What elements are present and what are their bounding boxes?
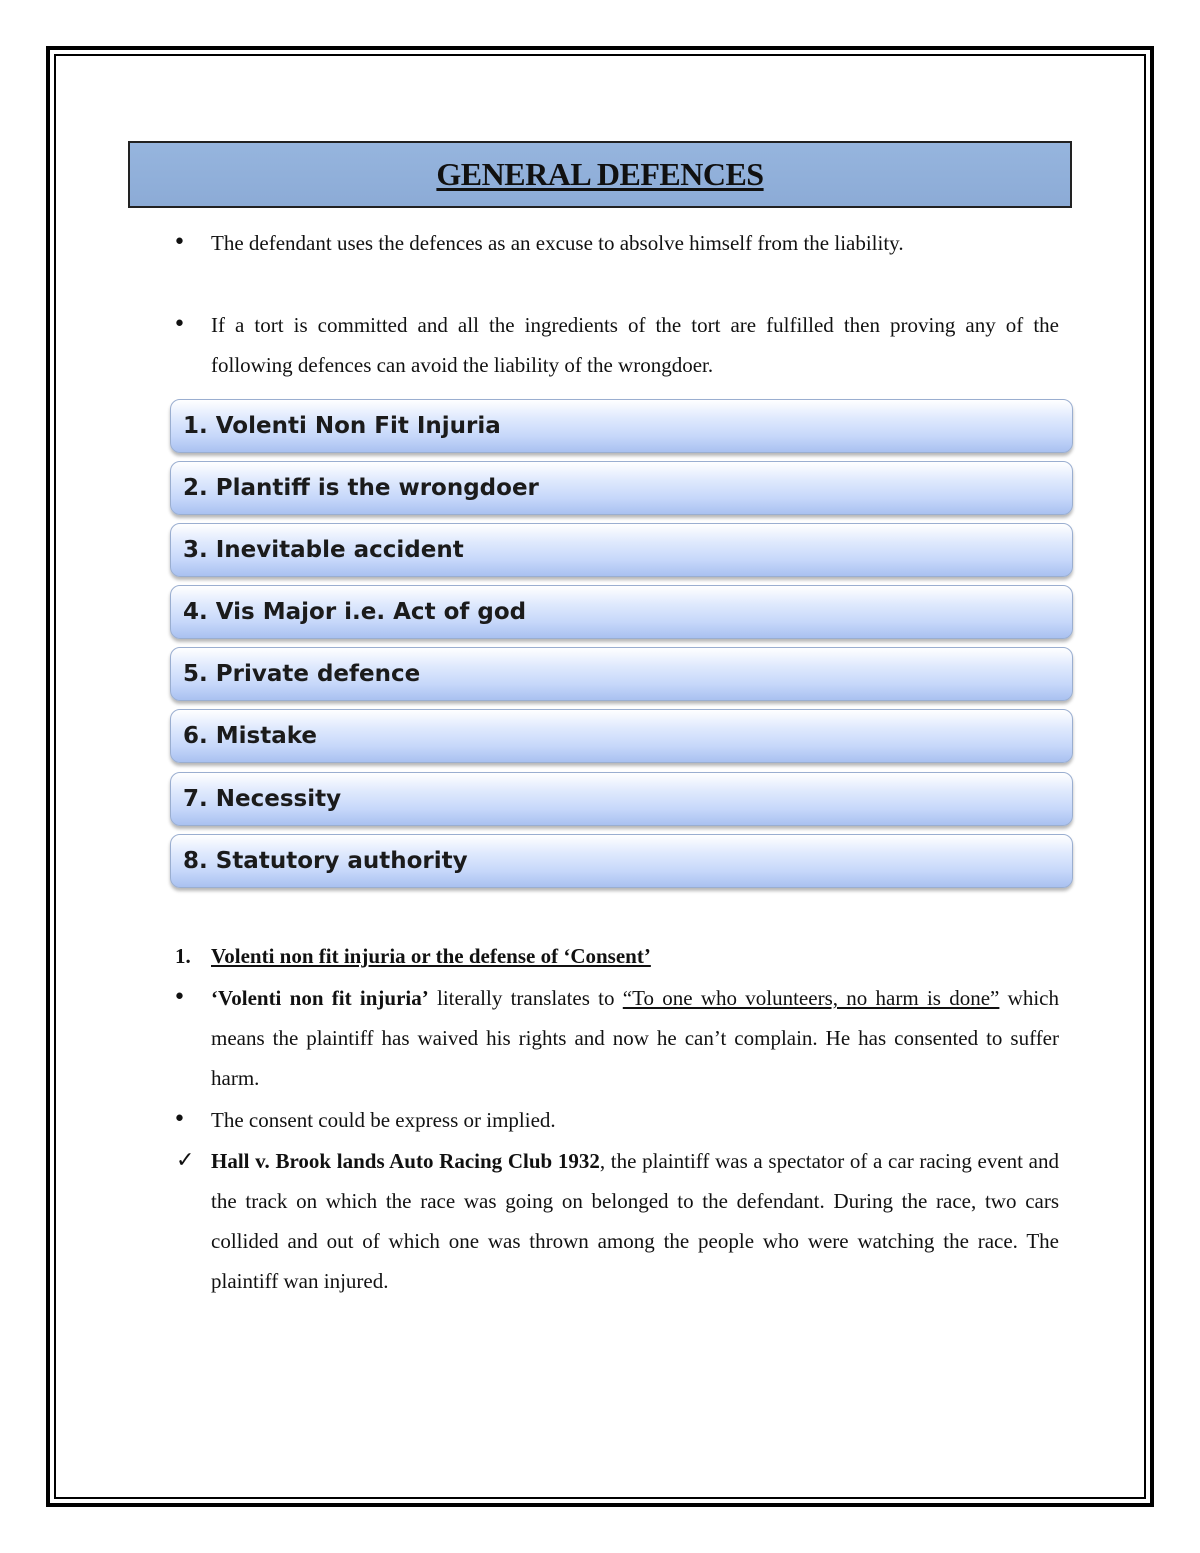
title-banner [128, 141, 1072, 208]
volenti-term: ‘Volenti non fit injuria’ [211, 986, 429, 1010]
check-mark-icon: ✓ [176, 1148, 195, 1173]
volenti-definition [211, 978, 1059, 1098]
volenti-text-b: which means the plaintiff has waived his rights and now he can’t complain. He has consented to suffer harm. [211, 986, 1059, 1090]
section-number: 1. [175, 944, 191, 968]
defence-item-4: 4. Vis Major i.e. Act of god [170, 585, 1073, 639]
page-title: GENERAL DEFENCES [436, 156, 764, 192]
defence-item-2: 2. Plantiff is the wrongdoer [170, 461, 1073, 515]
volenti-text-a: literally translates to [428, 986, 623, 1010]
intro-bullet-2: If a tort is committed and all the ingredients of the tort are fulfilled then proving any of the following defences can avoid the liability of the wrongdoer. [211, 313, 1059, 377]
section-heading: Volenti non fit injuria or the defense of ‘Consent’ [211, 944, 651, 968]
volenti-quote: “To one who volunteers, no harm is done” [622, 986, 1000, 1010]
defence-item-6: 6. Mistake [170, 709, 1073, 763]
defence-item-3: 3. Inevitable accident [170, 523, 1073, 577]
case-paragraph [211, 1141, 1059, 1301]
bullet-dot-icon: • [173, 230, 186, 255]
defence-item-7: 7. Necessity [170, 772, 1073, 826]
intro-bullet-1: The defendant uses the defences as an excuse to absolve himself from the liability. [211, 231, 904, 255]
defence-item-1: 1. Volenti Non Fit Injuria [170, 399, 1073, 453]
bullet-dot-icon: • [173, 1107, 186, 1132]
bullet-dot-icon: • [173, 985, 186, 1010]
defence-item-5: 5. Private defence [170, 647, 1073, 701]
defence-item-8: 8. Statutory authority [170, 834, 1073, 888]
consent-note: The consent could be express or implied. [211, 1108, 556, 1132]
bullet-dot-icon: • [173, 312, 186, 337]
case-name: Hall v. Brook lands Auto Racing Club 1932 [211, 1149, 600, 1173]
case-text: , the plaintiff was a spectator of a car racing event and the track on which the race was going on belonged to the defendant. During the race, two cars collided and out of which one was thrown among the people who were watching the race. The plaintiff wan injured. [211, 1149, 1059, 1293]
